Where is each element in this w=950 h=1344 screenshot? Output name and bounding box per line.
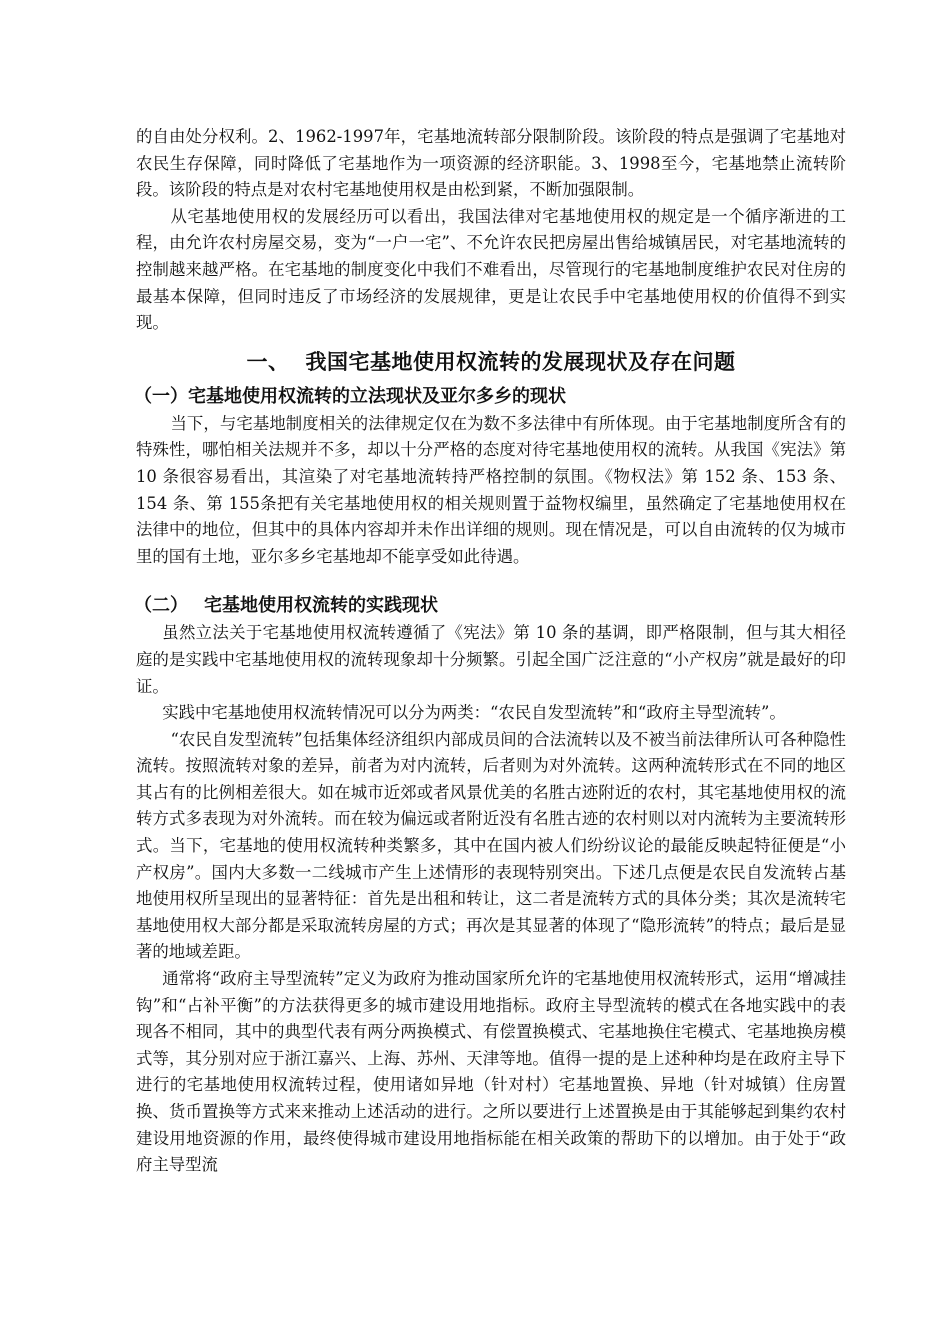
subsection-2-paragraph-3: “农民自发型流转”包括集体经济组织内部成员间的合法流转以及不被当前法律所认可各种隐性流转。按照流转对象的差异，前者为对内流转，后者则为对外流转。这两种流转形式在不同的地区其占有的比例相差很大。如在城市近郊或者风景优美的名胜古迹附近的农村，其宅基地使用权的流转方式多表现为对外流转。而在较为偏远或者附近没有名胜古迹的农村则以对内流转为主要流转形式。当下，宅基地的使用权流转种类繁多，其中在国内被人们纷纷议论的最能反映起特征便是“小产权房”。国内大多数一二线城市产生上述情形的表现特别突出。下述几点便是农民自发流转占基地使用权所呈现出的显著特征：首先是出租和转让，这二者是流转方式的具体分类；其次是流转宅基地使用权大部分都是采取流转房屋的方式；再次是其显著的体现了“隐形流转”的特点；最后是显著的地域差距。 (136, 729, 846, 962)
subsection-1-paragraph: 当下，与宅基地制度相关的法律规定仅在为数不多法律中有所体现。由于宅基地制度所含有的特殊性，哪怕相关法规并不多，却以十分严格的态度对待宅基地使用权的流转。从我国《宪法》第 10 条很容易看出，其渲染了对宅基地流转持严格控制的氛围。《物权法》第 152 条、153 条、154 条、第 155条把有关宅基地使用权的相关规则置于益物权编里，虽然确定了宅基地使用权在法律中的地位，但其中的具体内容却并未作出详细的规则。现在情况是，可以自由流转的仅为城市里的国有土地，亚尔多乡宅基地却不能享受如此待遇。 (136, 413, 846, 566)
section-number: 一、 (246, 349, 290, 374)
subsection-2-title: 宅基地使用权流转的实践现状 (204, 595, 438, 617)
intro-paragraph-2: 从宅基地使用权的发展经历可以看出，我国法律对宅基地使用权的规定是一个循序渐进的工程，由允许农村房屋交易，变为“一户一宅”、不允许农民把房屋出售给城镇居民，对宅基地流转的控制越来越严格。在宅基地的制度变化中我们不难看出，尽管现行的宅基地制度维护农民对住房的最基本保障，但同时违反了市场经济的发展规律，更是让农民手中宅基地使用权的价值得不到实现。 (136, 206, 846, 333)
section-title: 我国宅基地使用权流转的发展现状及存在问题 (305, 349, 736, 374)
subsection-2-paragraph-1: 虽然立法关于宅基地使用权流转遵循了《宪法》第 10 条的基调，即严格限制，但与其大相径庭的是实践中宅基地使用权的流转现象却十分频繁。引起全国广泛注意的“小产权房”就是最好的印证。 (136, 623, 846, 696)
subsection-2-heading (134, 592, 846, 620)
subsection-1-heading: （一）宅基地使用权流转的立法现状及亚尔多乡的现状 (134, 385, 566, 407)
intro-paragraph-1: 的自由处分权利。2、1962-1997年，宅基地流转部分限制阶段。该阶段的特点是强调了宅基地对农民生存保障，同时降低了宅基地作为一项资源的经济职能。3、1998至今，宅基地禁止流转阶段。该阶段的特点是对农村宅基地使用权是由松到紧，不断加强限制。 (136, 127, 846, 200)
subsection-2-paragraph-2: 实践中宅基地使用权流转情况可以分为两类：“农民自发型流转”和“政府主导型流转”。 (162, 703, 786, 723)
subsection-2-number: （二） (134, 595, 188, 617)
subsection-2-paragraph-4: 通常将“政府主导型流转”定义为政府为推动国家所允许的宅基地使用权流转形式，运用“增减挂钩”和“占补平衡”的方法获得更多的城市建设用地指标。政府主导型流转的模式在各地实践中的表现各不相同，其中的典型代表有两分两换模式、有偿置换模式、宅基地换住宅模式、宅基地换房模式等，其分别对应于浙江嘉兴、上海、苏州、天津等地。值得一提的是上述种种均是在政府主导下进行的宅基地使用权流转过程，使用诸如异地（针对村）宅基地置换、异地（针对城镇）住房置换、货币置换等方式来来推动上述活动的进行。之所以要进行上述置换是由于其能够起到集约农村建设用地资源的作用，最终使得城市建设用地指标能在相关政策的帮助下的以增加。由于处于“政府主导型流 (136, 969, 846, 1175)
section-heading (136, 347, 846, 377)
